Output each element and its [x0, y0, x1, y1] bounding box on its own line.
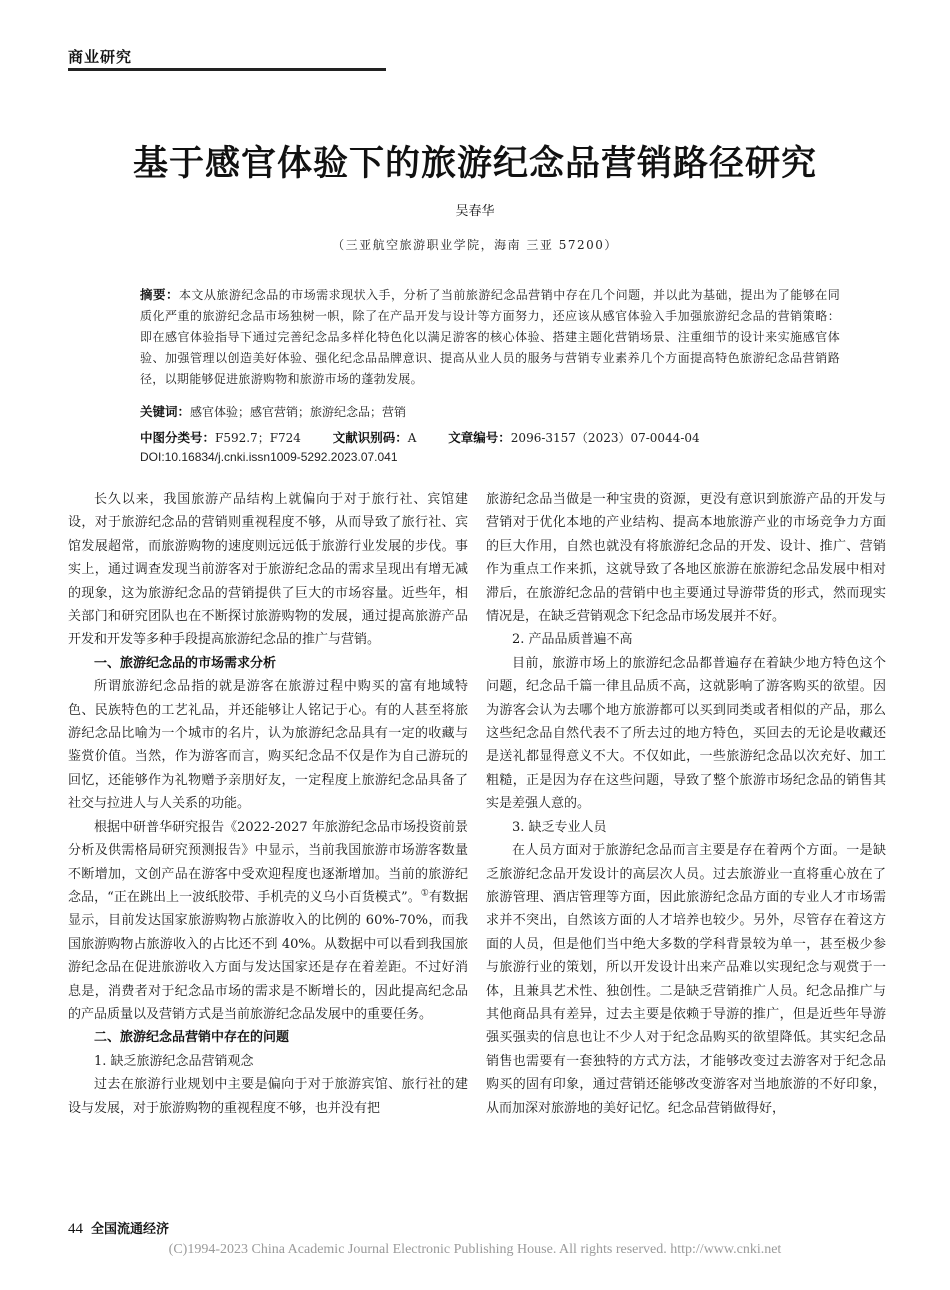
classification: [140, 428, 728, 446]
keywords-text: 感官体验；感官营销；旅游纪念品；营销: [190, 405, 407, 419]
section-1-paragraph-2b: 有数据显示，目前发达国家旅游购物占旅游收入的比例的 60%-70%，而我国旅游购物占旅游收入的占比还不到 40%。从数据中可以看到我国旅游纪念品在促进旅游收入方面与发达国家还是存在着差距。不过好消息是，消费者对于纪念品市场的需求是不断增长的，因此提高纪念品的产品质量以及营销方式是当前旅游纪念品发展中的重要任务。: [68, 889, 468, 1022]
copyright-watermark: (C)1994-2023 China Academic Journal Electronic Publishing House. All rights reserved. http://www.cnki.net: [168, 1242, 782, 1257]
article-number-label: 文章编号：: [448, 430, 511, 445]
section-1-heading: 一、旅游纪念品的市场需求分析: [94, 655, 277, 671]
doi: DOI:10.16834/j.cnki.issn1009-5292.2023.07.041: [140, 450, 398, 464]
section-2-2-paragraph: 目前，旅游市场上的旅游纪念品都普遍存在着缺少地方特色这个问题，纪念品千篇一律且品质不高，这就影响了游客购买的欲望。因为游客会认为去哪个地方旅游都可以买到同类或者相似的产品，那么这些纪念品自然代表不了所去过的地方特色，买回去的无论是收藏还是送礼都显得意义不大。不仅如此，一些旅游纪念品以次充好、加工粗糙，正是因为存在这些问题，导致了整个旅游市场纪念品的销售其实是差强人意的。: [486, 655, 886, 812]
section-1-paragraph-2a: 根据中研普华研究报告《2022-2027 年旅游纪念品市场投资前景分析及供需格局研究预测报告》中显示，当前我国旅游市场游客数量不断增加，文创产品在游客中受欢迎程度也逐渐增加。当前的旅游纪念品，“正在跳出上一波纸胶带、手机壳的义乌小百货模式”。: [68, 819, 468, 905]
keywords-label: 关键词：: [140, 404, 191, 419]
clc-value: F592.7；F724: [215, 431, 301, 445]
section-1-paragraph-2: [68, 816, 468, 1027]
intro-paragraph: 长久以来，我国旅游产品结构上就偏向于对于旅行社、宾馆建设，对于旅游纪念品的营销则重视程度不够，从而导致了旅行社、宾馆发展超常，而旅游购物的速度则远远低于旅游行业发展的步伐。事实上，通过调查发现当前游客对于旅游纪念品的需求呈现出有增无减的现象，这为旅游纪念品的营销提供了巨大的市场容量。近些年，相关部门和研究团队也在不断探讨旅游购物的发展，通过提高旅游产品开发和开发等多种手段提高旅游纪念品的推广与营销。: [68, 492, 468, 648]
page-number: 44: [68, 1221, 83, 1237]
section-2-1-paragraph: 过去在旅游行业规划中主要是偏向于对于旅游宾馆、旅行社的建设与发展，对于旅游购物的重视程度不够，也并没有把: [68, 1077, 468, 1116]
body-column-right: [486, 488, 886, 1120]
section-2-heading: 二、旅游纪念品营销中存在的问题: [94, 1030, 290, 1046]
article-affiliation: （三亚航空旅游职业学院，海南 三亚 57200）: [332, 238, 618, 252]
article-number-value: 2096-3157（2023）07-0044-04: [510, 431, 700, 445]
section-2-1-heading: 1. 缺乏旅游纪念品营销观念: [94, 1053, 254, 1069]
abstract-text: 本文从旅游纪念品的市场需求现状入手，分析了当前旅游纪念品营销中存在几个问题，并以此为基础，提出为了能够在同质化严重的旅游纪念品市场独树一帜，除了在产品开发与设计等方面努力，还应该从感官体验入手加强旅游纪念品的营销策略：即在感官体验指导下通过完善纪念品多样化特色化以满足游客的核心体验、搭建主题化营销场景、注重细节的设计来实施感官体验、加强管理以创造美好体验、强化纪念品品牌意识、提高从业人员的服务与营销专业素养几个方面提高特色旅游纪念品营销路径，以期能够促进旅游购物和旅游市场的蓬勃发展。: [140, 288, 841, 386]
section-rule: [68, 68, 386, 71]
section-2-3-paragraph: 在人员方面对于旅游纪念品而言主要是存在着两个方面。一是缺乏旅游纪念品开发设计的高层次人员。过去旅游业一直将重心放在了旅游管理、酒店管理等方面，因此旅游纪念品方面的专业人才市场需求并不突出，自然该方面的人才培养也较少。另外，尽管存在着这方面的人员，但是他们当中绝大多数的学科背景较为单一，甚至极少参与旅游行业的策划，所以开发设计出来产品难以实现纪念与观赏于一体，且兼具艺术性、独创性。二是缺乏营销推广人员。纪念品推广与其他商品具有差异，过去主要是依赖于导游的推广，但是近些年导游强买强卖的信息也让不少人对于纪念品购买的欲望降低。其实纪念品销售也需要有一套独特的方式方法，才能够改变过去游客对于纪念品购买的固有印象，通过营销还能够改变游客对当地旅游的不好印象，从而加深对旅游地的美好记忆。纪念品营销做得好，: [486, 843, 886, 1116]
section-2-3-heading: 3. 缺乏专业人员: [512, 819, 607, 835]
abstract-label: 摘要：: [140, 287, 179, 302]
journal-name: 全国流通经济: [91, 1222, 170, 1237]
doc-code-label: 文献识别码：: [332, 430, 408, 445]
abstract: [140, 284, 840, 390]
section-label: 商业研究: [68, 48, 133, 66]
keywords: [140, 402, 406, 420]
footnote-marker: ①: [420, 888, 429, 899]
article-author: 吴春华: [455, 204, 495, 219]
body-column-left: [68, 488, 468, 1120]
clc-label: 中图分类号：: [140, 430, 216, 445]
doc-code-value: A: [407, 431, 417, 445]
section-2-2-heading: 2. 产品品质普遍不高: [512, 632, 633, 648]
section-1-paragraph-1: 所谓旅游纪念品指的就是游客在旅游过程中购买的富有地域特色、民族特色的工艺礼品，并还能够让人铭记于心。有的人甚至将旅游纪念品比喻为一个城市的名片，认为旅游纪念品具有一定的收藏与鉴赏价值。当然，作为游客而言，购买纪念品不仅是作为自己游玩的回忆，还能够作为礼物赠予亲朋好友，一定程度上旅游纪念品具备了社交与拉进人与人关系的功能。: [68, 679, 468, 812]
page-footer: [68, 1218, 169, 1238]
section-2-1-continuation: 旅游纪念品当做是一种宝贵的资源，更没有意识到旅游产品的开发与营销对于优化本地的产业结构、提高本地旅游产业的市场竞争力方面的巨大作用，自然也就没有将旅游纪念品的开发、设计、推广、营销作为重点工作来抓，这就导致了各地区旅游在旅游纪念品发展中相对滞后，在旅游纪念品的营销中也主要通过导游带货的形式，然而现实情况是，在缺乏营销观念下纪念品市场发展并不好。: [486, 492, 886, 625]
article-title: 基于感官体验下的旅游纪念品营销路径研究: [132, 144, 817, 184]
